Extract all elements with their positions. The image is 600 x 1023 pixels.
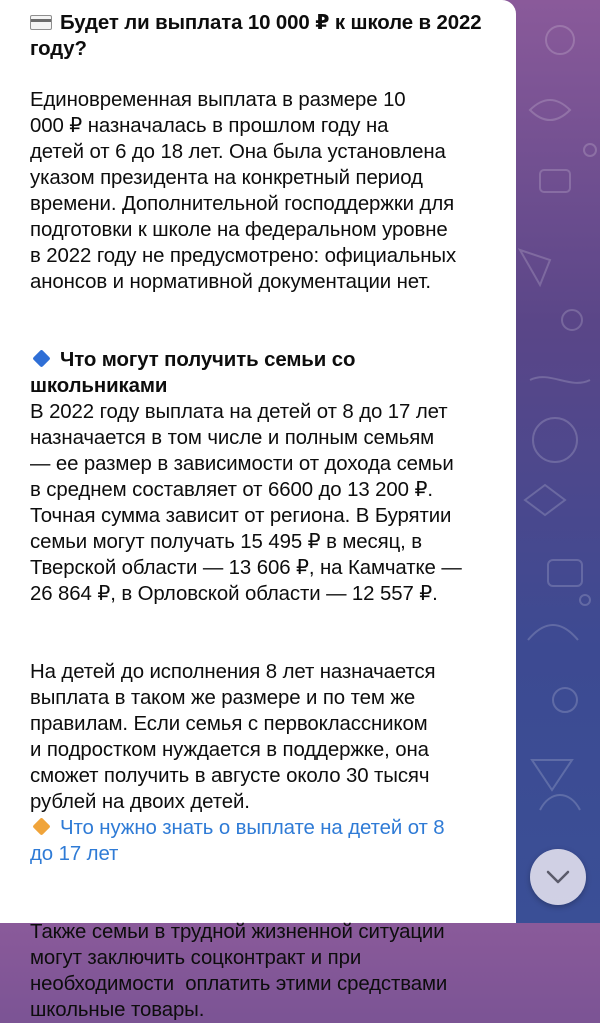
related-link-row bbox=[30, 815, 490, 867]
section-heading bbox=[30, 347, 490, 399]
post-title-text: Будет ли выплата 10 000 ₽ к школе в 2022 году? bbox=[30, 12, 488, 60]
scroll-down-button[interactable] bbox=[530, 849, 586, 905]
orange-diamond-icon bbox=[32, 817, 50, 835]
paragraph-4: Также семьи в трудной жизненной ситуации могут заключить соцконтракт и при необходимости оплатить этими средствами школьные товары. bbox=[30, 921, 448, 1021]
blue-diamond-icon bbox=[32, 349, 50, 367]
related-article-link[interactable]: Что нужно знать о выплате на детей от 8 до 17 лет bbox=[30, 817, 445, 865]
paragraph-3: На детей до исполнения 8 лет назначается выплата в таком же размере и по тем же правилам. Если семья с первоклассником и подростком нуждается в поддержке, она сможет получить в августе около 30 тысяч рублей на двоих детей. bbox=[30, 661, 436, 813]
section-heading-text: Что могут получить семьи со школьниками bbox=[30, 349, 356, 397]
paragraph-2: В 2022 году выплата на детей от 8 до 17 лет назначается в том числе и полным семьям — ее размер в зависимости от дохода семьи в среднем составляет от 6600 до 13 200 ₽. Точная сумма зависит от региона. В Бурятии семьи могут получать 15 495 ₽ в месяц, в Тверской области — 13 606 ₽, на Камчатке — 26 864 ₽, в Орловской области — 12 557 ₽. bbox=[30, 401, 462, 605]
chevron-down-icon bbox=[546, 869, 570, 885]
credit-card-icon bbox=[30, 15, 52, 30]
paragraph-1: Единовременная выплата в размере 10 000 ₽ назначалась в прошлом году на детей от 6 до 18 лет. Она была установлена указом президента на конкретный период времени. Дополнительной господдержки для подготовки к школе на федеральном уровне в 2022 году не предусмотрено: официальных анонсов и нормативной документации нет. bbox=[30, 89, 457, 293]
post-title bbox=[30, 10, 490, 62]
